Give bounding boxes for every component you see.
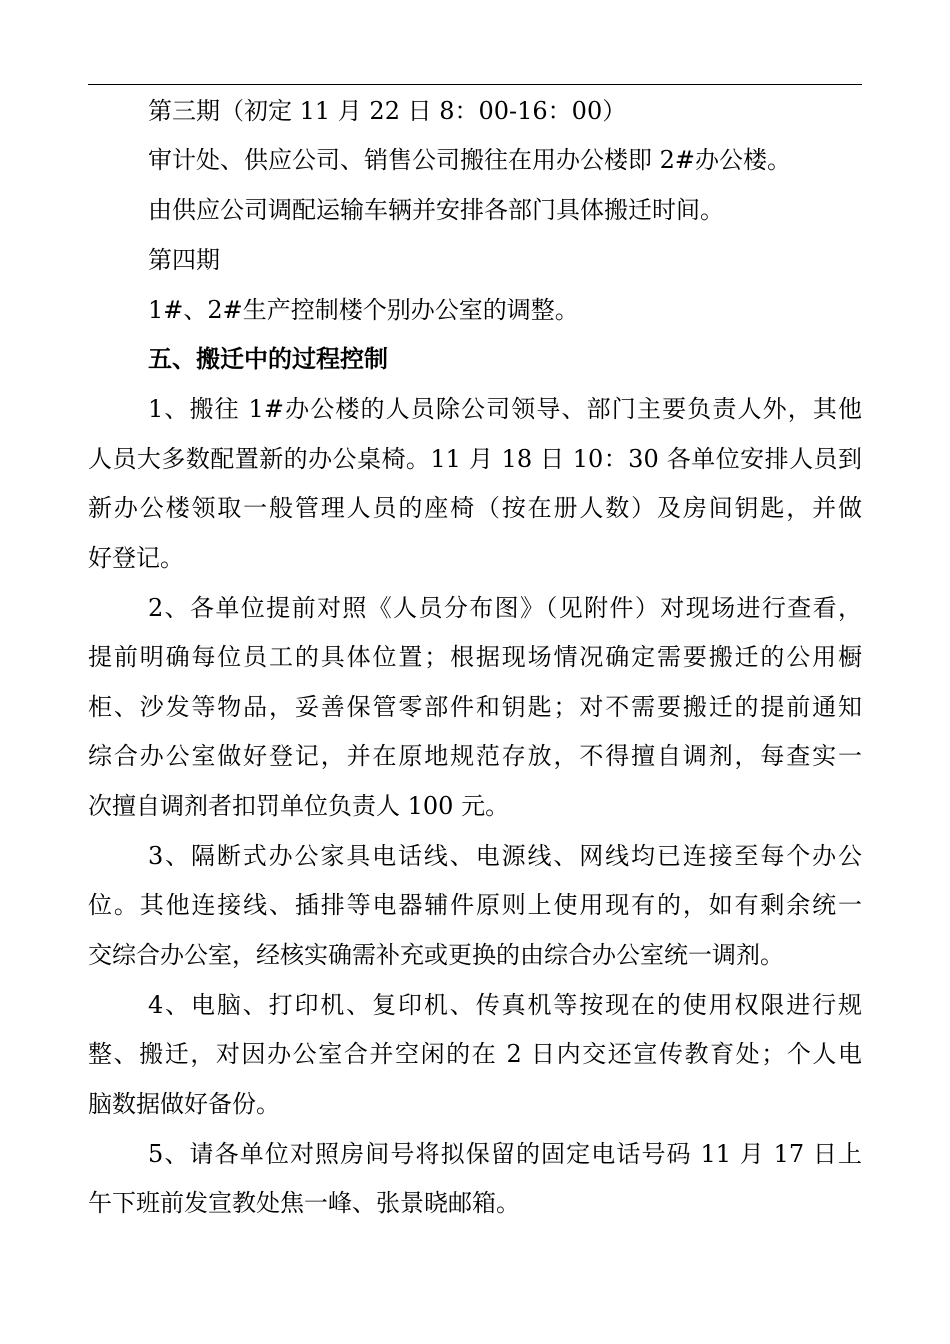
item-1-line-4: 好登记。 [88, 544, 184, 572]
item-4-line-2: 整、搬迁，对因办公室合并空闲的在 2 日内交还宣传教育处；个人电 [88, 1040, 862, 1068]
phase-three-heading: 第三期（初定 11 月 22 日 8：00-16：00） [148, 97, 627, 125]
item-3-line-1: 3、隔断式办公家具电话线、电源线、网线均已连接至每个办公 [148, 842, 862, 870]
header-rule [88, 84, 862, 85]
item-2-line-5: 次擅自调剂者扣罚单位负责人 100 元。 [88, 792, 510, 820]
section-five-heading: 五、搬迁中的过程控制 [148, 344, 388, 373]
item-3-line-2: 位。其他连接线、插排等电器辅件原则上使用现有的，如有剩余统一 [88, 891, 862, 919]
phase-three-line-2: 由供应公司调配运输车辆并安排各部门具体搬迁时间。 [148, 196, 724, 224]
item-3-line-3: 交综合办公室，经核实确需补充或更换的由综合办公室统一调剂。 [88, 941, 784, 969]
item-2-line-1: 2、各单位提前对照《人员分布图》（见附件）对现场进行查看， [148, 594, 862, 622]
phase-three-line-1: 审计处、供应公司、销售公司搬往在用办公楼即 2#办公楼。 [148, 146, 792, 174]
item-5-line-2: 午下班前发宣教处焦一峰、张景晓邮箱。 [88, 1189, 520, 1217]
item-1-line-2: 人员大多数配置新的办公桌椅。11 月 18 日 10：30 各单位安排人员到 [88, 445, 862, 473]
item-1-line-3: 新办公楼领取一般管理人员的座椅（按在册人数）及房间钥匙，并做 [88, 494, 862, 522]
item-2-line-3: 柜、沙发等物品，妥善保管零部件和钥匙；对不需要搬迁的提前通知 [88, 693, 862, 721]
item-4-line-3: 脑数据做好备份。 [88, 1090, 280, 1118]
phase-four-line-1: 1#、2#生产控制楼个别办公室的调整。 [148, 296, 579, 324]
item-2-line-2: 提前明确每位员工的具体位置；根据现场情况确定需要搬迁的公用橱 [88, 643, 862, 671]
item-1-line-1: 1、搬往 1#办公楼的人员除公司领导、部门主要负责人外，其他 [148, 395, 862, 423]
item-2-line-4: 综合办公室做好登记，并在原地规范存放，不得擅自调剂，每查实一 [88, 742, 862, 770]
item-5-line-1: 5、请各单位对照房间号将拟保留的固定电话号码 11 月 17 日上 [148, 1140, 862, 1168]
phase-four-heading: 第四期 [148, 246, 220, 274]
item-4-line-1: 4、电脑、打印机、复印机、传真机等按现在的使用权限进行规 [148, 991, 862, 1019]
